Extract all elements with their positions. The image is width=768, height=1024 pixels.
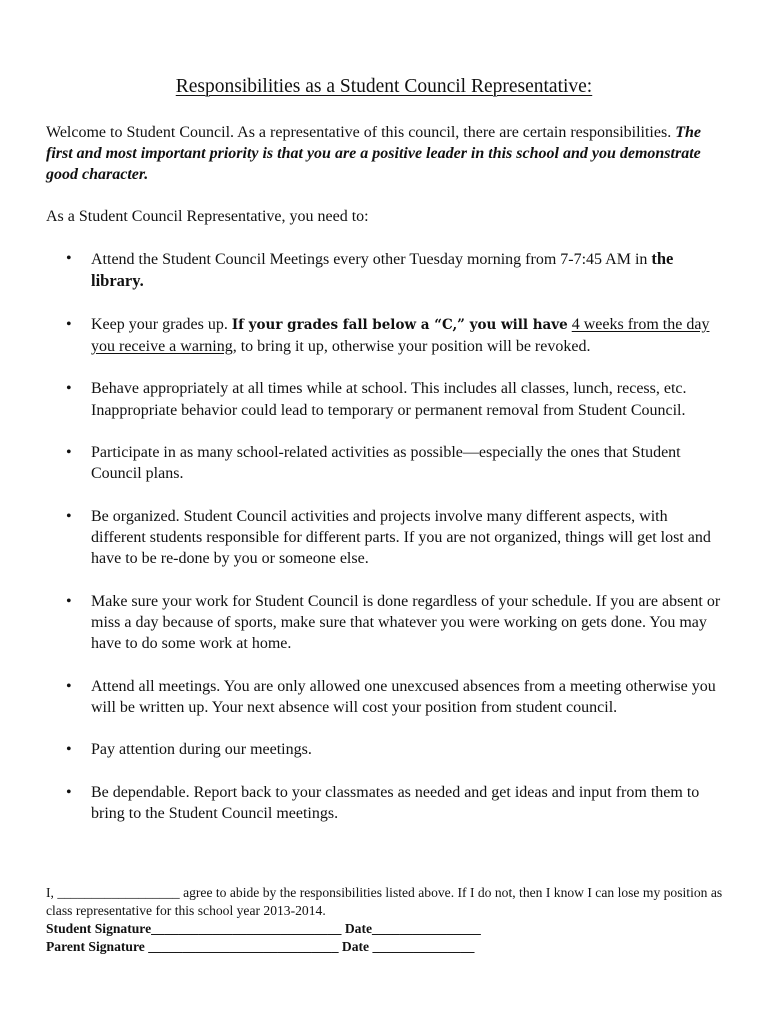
lead-sentence: As a Student Council Representative, you need to:	[46, 208, 369, 225]
bullet-icon: •	[66, 677, 72, 695]
list-item	[46, 506, 726, 570]
bullet-icon: •	[66, 380, 72, 398]
item-bold-text: If your grades fall below a “C,” you will have	[231, 316, 568, 333]
list-item	[46, 782, 726, 824]
list-item	[46, 442, 726, 484]
parent-signature-line: Parent Signature ____________________________ Date _______________	[46, 939, 475, 954]
list-item	[46, 591, 726, 655]
item-text-end: , to bring it up, otherwise your position will be revoked.	[232, 337, 591, 355]
item-text: Attend all meetings. You are only allowed one unexcused absences from a meeting otherwise you will be written up. Your next absence will cost your position from student council.	[91, 677, 716, 716]
list-item	[46, 739, 726, 760]
page-title: Responsibilities as a Student Council Representative:	[175, 76, 593, 97]
bullet-icon: •	[66, 250, 72, 267]
bullet-icon: •	[66, 444, 72, 462]
item-text: Be organized. Student Council activities and projects involve many different aspects, with different students responsible for different parts. If you are not organized, things will get lost and have to be re-done by you or someone else.	[91, 507, 711, 568]
bullet-icon: •	[66, 741, 72, 759]
list-item	[46, 314, 726, 357]
item-underlined-text: 4 weeks from the day you receive a warning	[91, 315, 710, 355]
item-bold-text: the library.	[91, 249, 674, 291]
student-signature-line: Student Signature____________________________ Date________________	[46, 921, 481, 936]
item-text: Make sure your work for Student Council is done regardless of your schedule. If you are absent or miss a day because of sports, make sure that whatever you were working on gets done. You may have to do some work at home.	[91, 592, 721, 653]
item-text: Attend the Student Council Meetings every other Tuesday morning from 7-7:45 AM in	[91, 251, 652, 268]
signature-section	[46, 884, 736, 956]
bullet-icon: •	[66, 315, 72, 333]
bullet-icon: •	[66, 592, 72, 610]
list-item	[46, 676, 726, 718]
list-item	[46, 378, 726, 420]
intro-plain-text: Welcome to Student Council. As a representative of this council, there are certain responsibilities.	[46, 124, 676, 141]
item-text: Be dependable. Report back to your classmates as needed and get ideas and input from them to bring to the Student Council meetings.	[91, 783, 700, 823]
item-text: Behave appropriately at all times while at school. This includes all classes, lunch, recess, etc. Inappropriate behavior could lead to temporary or permanent removal from Student Council.	[91, 380, 687, 419]
bullet-icon: •	[66, 783, 72, 801]
responsibilities-list	[46, 248, 726, 846]
list-item	[46, 248, 726, 292]
bullet-icon: •	[66, 507, 72, 525]
intro-emphasis-text: The first and most important priority is that you are a positive leader in this school and you demonstrate good character.	[46, 124, 701, 183]
item-text: Participate in as many school-related activities as possible—especially the ones that Student Council plans.	[91, 444, 681, 483]
intro-paragraph	[46, 122, 726, 185]
item-text: Pay attention during our meetings.	[91, 741, 312, 759]
item-text: Keep your grades up.	[91, 315, 232, 333]
agreement-statement: I, __________________ agree to abide by the responsibilities listed above. If I do not, then I know I can lose my position as class representative for this school year 2013-2014.	[46, 885, 723, 918]
